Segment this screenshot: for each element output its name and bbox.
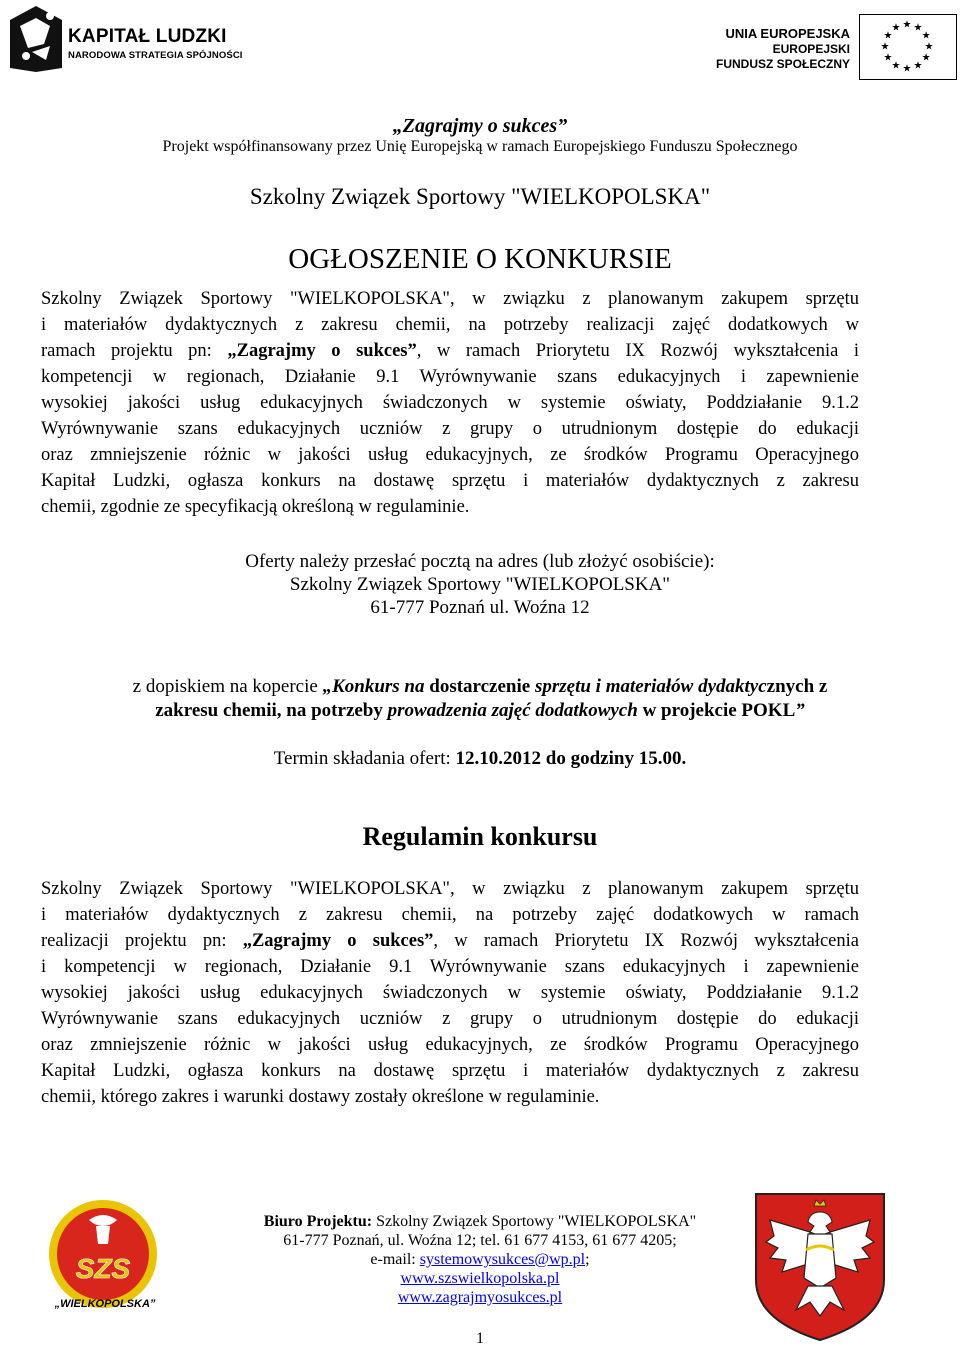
szs-logo-text: SZS bbox=[75, 1253, 131, 1284]
eu-star-icon: ★ bbox=[921, 52, 931, 64]
footer-address: 61-777 Poznań, ul. Woźna 12; tel. 61 677 4153, 61 677 4205; bbox=[283, 1232, 677, 1249]
paragraph-line: Kapitał Ludzki, ogłasza konkurs na dostawę sprzętu i materiałów dydaktycznych z zakresu bbox=[41, 471, 859, 491]
paragraph-text: realizacji projektu pn: bbox=[41, 931, 243, 951]
eu-line-2: EUROPEJSKI bbox=[772, 42, 850, 56]
offers-instruction: Oferty należy przesłać pocztą na adres (lub złożyć osobiście): bbox=[245, 551, 715, 572]
kapital-ludzki-emblem-icon bbox=[6, 4, 68, 74]
eu-star-icon: ★ bbox=[921, 30, 931, 42]
paragraph-line: Wyrównywanie szans edukacyjnych uczniów z grupy o utrudnionym dostępie do edukacji bbox=[41, 419, 859, 439]
eu-star-icon: ★ bbox=[883, 30, 893, 42]
offers-street bbox=[0, 596, 960, 619]
email-link[interactable]: systemowysukces@wp.pl bbox=[419, 1251, 586, 1268]
eu-line-3: FUNDUSZ SPOŁECZNY bbox=[715, 57, 850, 71]
footer-biuro-label: Biuro Projektu: bbox=[263, 1213, 373, 1230]
envelope-text: sprzętu i materiałów dydaktyc bbox=[534, 676, 767, 697]
deadline-label: Termin składania ofert: bbox=[273, 748, 456, 769]
envelope-text: zakresu chemii, na potrzeby bbox=[155, 700, 388, 721]
paragraph-text: , w ramach Priorytetu IX Rozwój wykształcenia i bbox=[416, 341, 859, 361]
envelope-text: w projekcie POKL bbox=[637, 700, 796, 721]
offers-recipient: Szkolny Związek Sportowy "WIELKOPOLSKA" bbox=[289, 574, 671, 595]
paragraph-line: chemii, którego zakres i warunki dostawy zostały określone w regulaminie. bbox=[41, 1087, 600, 1107]
paragraph-text: ramach projektu pn: bbox=[41, 341, 228, 361]
szs-logo-label: „WIELKOPOLSKA” bbox=[54, 1298, 156, 1310]
eu-line-1: UNIA EUROPEJSKA bbox=[725, 26, 850, 41]
project-title: „Zagrajmy o sukces” bbox=[392, 115, 568, 137]
project-subtitle: Projekt współfinansowany przez Unię Europejską w ramach Europejskiego Funduszu Społecznego bbox=[162, 138, 798, 155]
paragraph-line: wysokiej jakości usług edukacyjnych świadczonych w systemie oświaty, Poddziałanie 9.1.2 bbox=[41, 393, 859, 413]
eu-fund-text bbox=[716, 26, 850, 72]
eu-star-icon: ★ bbox=[924, 41, 934, 53]
footer-email-label: e-mail: bbox=[370, 1251, 420, 1268]
envelope-note-line-2 bbox=[0, 700, 960, 722]
offers-street-text: 61-777 Poznań ul. Woźna 12 bbox=[370, 597, 590, 618]
regulamin-paragraph bbox=[41, 876, 859, 1110]
eu-star-icon: ★ bbox=[880, 41, 890, 53]
paragraph-line: i materiałów dydaktycznych z zakresu chemii, na potrzeby zajęć dodatkowych w ramach bbox=[41, 905, 859, 925]
envelope-text: prowadzenia zajęć dodatkowych bbox=[387, 700, 638, 721]
deadline-value: 12.10.2012 do godziny 15.00. bbox=[455, 748, 687, 769]
paragraph-line bbox=[41, 928, 859, 954]
announcement-paragraph bbox=[41, 286, 859, 520]
website-link-szs[interactable]: www.szswielkopolska.pl bbox=[400, 1270, 560, 1287]
project-name-bold: „Zagrajmy o sukces” bbox=[242, 931, 434, 951]
page-number: 1 bbox=[476, 1330, 484, 1347]
envelope-text: ” bbox=[795, 700, 805, 721]
eu-star-icon: ★ bbox=[891, 22, 901, 34]
paragraph-line: Szkolny Związek Sportowy "WIELKOPOLSKA", w związku z planowanym zakupem sprzętu bbox=[41, 879, 859, 899]
paragraph-line: i materiałów dydaktycznych z zakresu chemii, na potrzeby realizacji zajęć dodatkowych w bbox=[41, 315, 859, 335]
eu-star-icon: ★ bbox=[913, 60, 923, 72]
paragraph-line: wysokiej jakości usług edukacyjnych świadczonych w systemie oświaty, Poddziałanie 9.1.2 bbox=[41, 983, 859, 1003]
paragraph-line: Szkolny Związek Sportowy "WIELKOPOLSKA", w związku z planowanym zakupem sprzętu bbox=[41, 289, 859, 309]
eu-star-icon: ★ bbox=[891, 60, 901, 72]
eu-star-icon: ★ bbox=[913, 22, 923, 34]
paragraph-text: , w ramach Priorytetu IX Rozwój wykształcenia bbox=[433, 931, 859, 951]
deadline bbox=[0, 748, 960, 770]
paragraph-line: Kapitał Ludzki, ogłasza konkurs na dostawę sprzętu i materiałów dydaktycznych z zakresu bbox=[41, 1061, 859, 1081]
paragraph-line: oraz zmniejszenie różnic w jakości usług edukacyjnych, ze środków Programu Operacyjnego bbox=[41, 445, 859, 465]
regulamin-heading: Regulamin konkursu bbox=[362, 822, 598, 851]
wielkopolska-crest-icon bbox=[752, 1190, 888, 1342]
kapital-ludzki-title: KAPITAŁ LUDZKI bbox=[68, 26, 227, 47]
envelope-text: dostarczenie bbox=[429, 676, 535, 697]
eu-star-icon: ★ bbox=[902, 63, 912, 75]
eu-star-icon: ★ bbox=[883, 52, 893, 64]
kapital-ludzki-subtitle: NARODOWA STRATEGIA SPÓJNOŚCI bbox=[68, 50, 243, 61]
footer-biuro-value: Szkolny Związek Sportowy "WIELKOPOLSKA" bbox=[372, 1213, 697, 1230]
envelope-text: z dopiskiem na kopercie bbox=[132, 676, 323, 697]
paragraph-line: chemii, zgodnie ze specyfikacją określoną w regulaminie. bbox=[41, 497, 470, 517]
envelope-text: „Konkurs na bbox=[322, 676, 430, 697]
project-name-bold: „Zagrajmy o sukces” bbox=[227, 341, 417, 361]
envelope-note-line-1 bbox=[0, 676, 960, 698]
paragraph-line: i kompetencji w regionach, Działanie 9.1 Wyrównywanie szans edukacyjnych i zapewnienie bbox=[41, 957, 859, 977]
eu-star-icon: ★ bbox=[902, 19, 912, 31]
announcement-heading: OGŁOSZENIE O KONKURSIE bbox=[288, 243, 672, 275]
website-link-project[interactable]: www.zagrajmyosukces.pl bbox=[397, 1289, 563, 1306]
offers-address-block bbox=[0, 550, 960, 619]
organization-name: Szkolny Związek Sportowy "WIELKOPOLSKA" bbox=[249, 184, 711, 209]
paragraph-line: oraz zmniejszenie różnic w jakości usług edukacyjnych, ze środków Programu Operacyjnego bbox=[41, 1035, 859, 1055]
paragraph-line: Wyrównywanie szans edukacyjnych uczniów z grupy o utrudnionym dostępie do edukacji bbox=[41, 1009, 859, 1029]
envelope-text: znych z bbox=[766, 676, 828, 697]
paragraph-line bbox=[41, 338, 859, 364]
footer-email-after: ; bbox=[585, 1251, 590, 1268]
paragraph-line: kompetencji w regionach, Działanie 9.1 Wyrównywanie szans edukacyjnych i zapewnienie bbox=[41, 367, 859, 387]
eu-flag-icon bbox=[859, 14, 957, 80]
